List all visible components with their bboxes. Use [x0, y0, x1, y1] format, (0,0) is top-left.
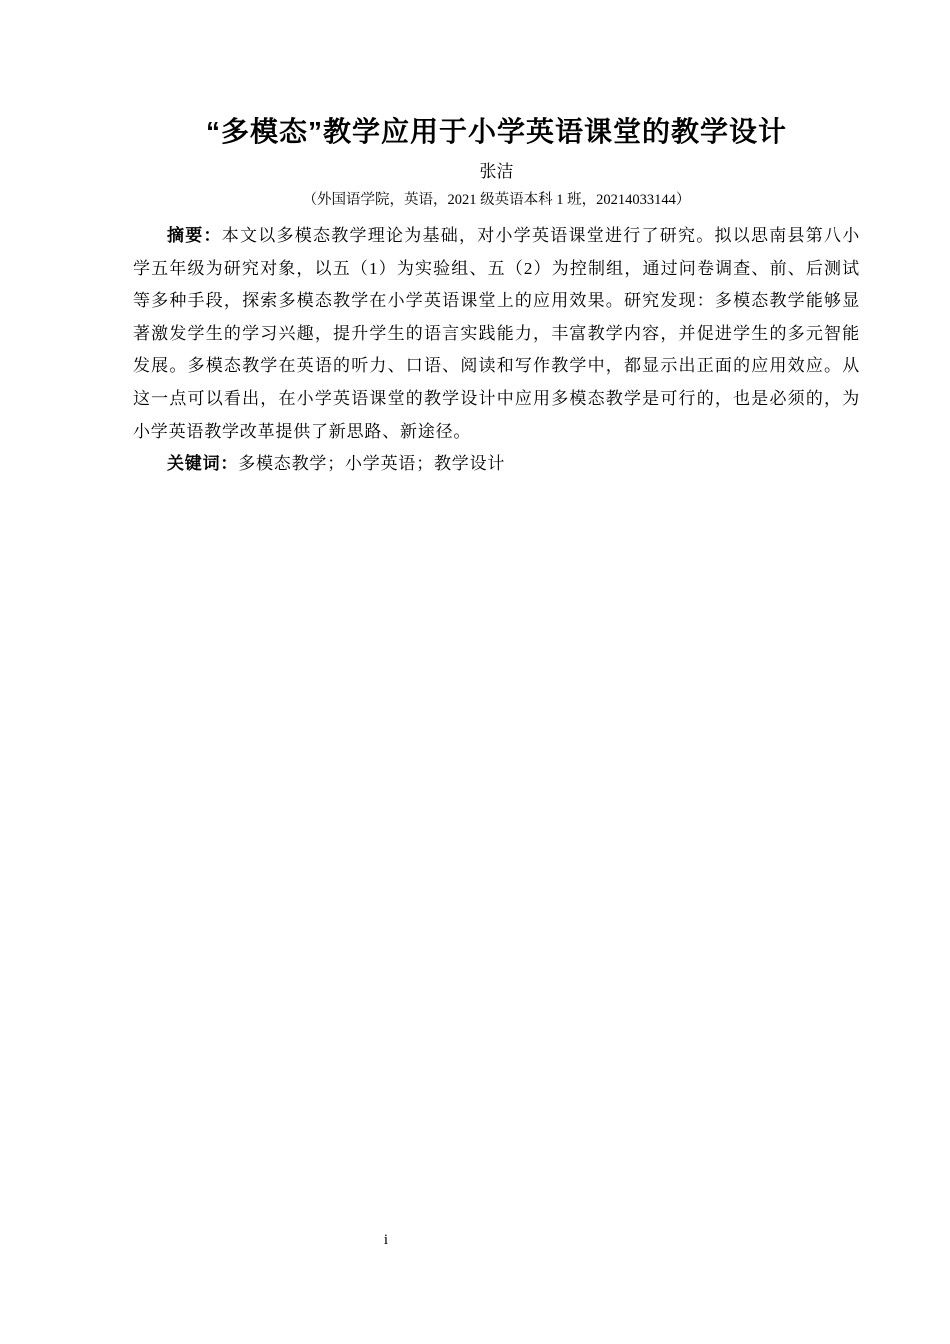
abstract-text: 本文以多模态教学理论为基础，对小学英语课堂进行了研究。拟以思南县第八小学五年级为研究对象，以五（1）为实验组、五（2）为控制组，通过问卷调查、前、后测试等多种手段，探索多模态教学在小学英语课堂上的应用效果。研究发现：多模态教学能够显著激发学生的学习兴趣，提升学生的语言实践能力，丰富教学内容，并促进学生的多元智能发展。多模态教学在英语的听力、口语、阅读和写作教学中，都显示出正面的应用效应。从这一点可以看出，在小学英语课堂的教学设计中应用多模态教学是可行的，也是必须的，为小学英语教学改革提供了新思路、新途径。	[133, 226, 860, 441]
keywords-paragraph	[133, 448, 860, 481]
author-affiliation: （外国语学院，英语，2021 级英语本科 1 班，20214033144）	[302, 192, 691, 208]
page-content	[133, 112, 860, 481]
abstract-label: 摘要：	[167, 226, 222, 245]
keywords-label: 关键词：	[167, 454, 239, 474]
paper-title: “多模态”教学应用于小学英语课堂的教学设计	[205, 116, 787, 147]
keywords-text: 多模态教学；小学英语；教学设计	[238, 454, 506, 474]
page-number: i	[383, 1232, 389, 1248]
author-name: 张洁	[479, 162, 514, 181]
abstract-paragraph	[133, 220, 860, 448]
